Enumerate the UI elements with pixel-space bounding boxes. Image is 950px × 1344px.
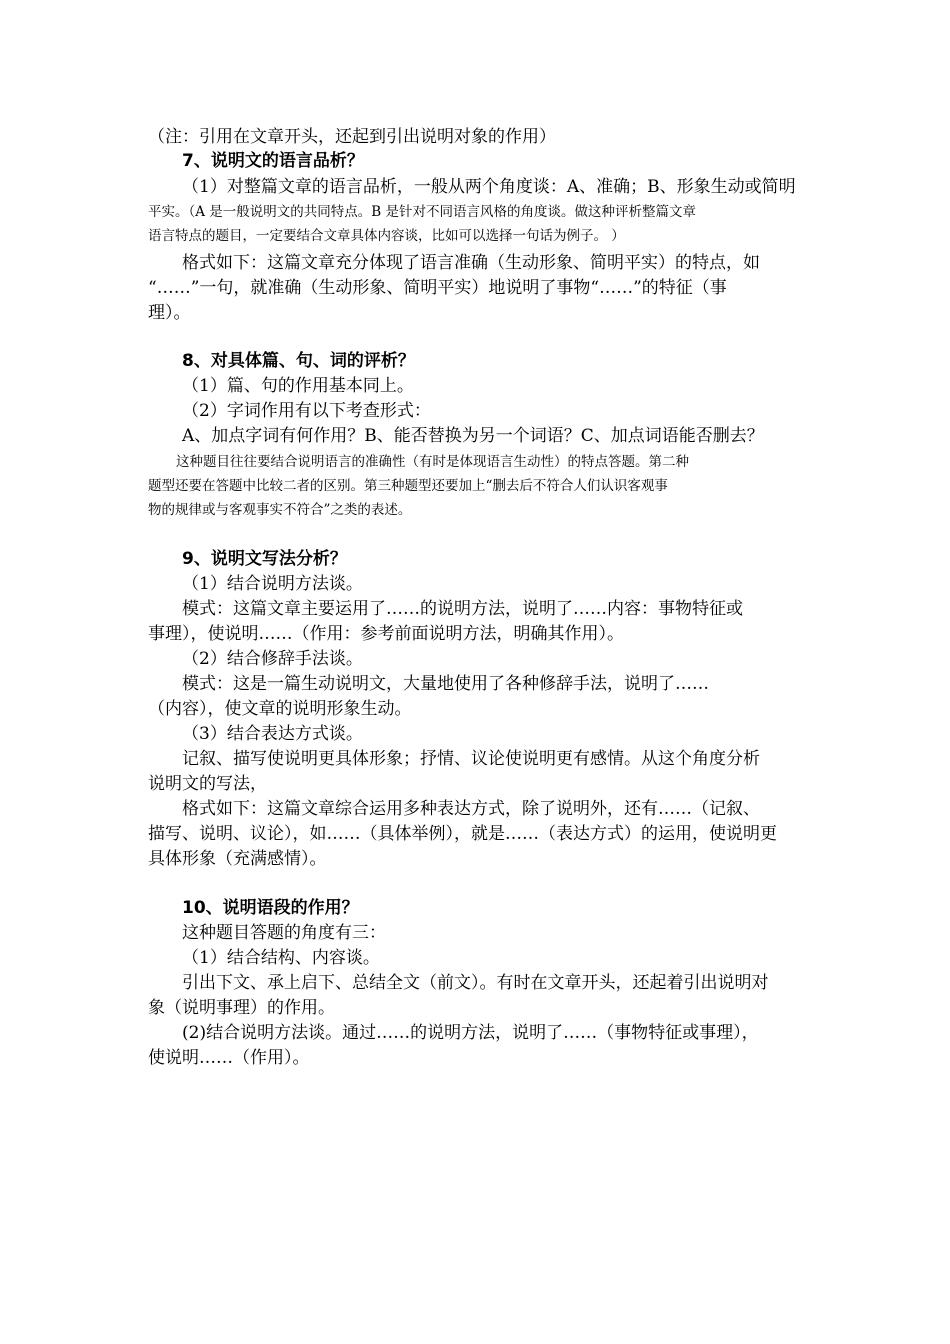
paragraph-line: （1）结合说明方法谈。 [182, 574, 363, 594]
paragraph-line: 这种题目往往要结合说明语言的准确性（有时是体现语言生动性）的特点答题。第二种 [176, 454, 689, 470]
paragraph-line: （2）结合修辞手法谈。 [182, 649, 363, 669]
heading-7: 7、说明文的语言品析？ [182, 151, 364, 171]
paragraph-line: 引出下文、承上启下、总结全文（前文）。有时在文章开头，还起着引出说明对 [182, 973, 769, 993]
heading-10: 10、说明语段的作用？ [182, 898, 359, 918]
paragraph-line: 题型还要在答题中比较二者的区别。第三种题型还要加上“删去后不符合人们认识客观事 [148, 478, 668, 494]
paragraph-line: （1）篇、句的作用基本同上。 [182, 376, 414, 396]
paragraph-line: 模式：这是一篇生动说明文，大量地使用了各种修辞手法，说明了…… [182, 674, 709, 694]
paragraph-line: 记叙、描写使说明更具体形象；抒情、议论使说明更有感情。从这个角度分析 [182, 749, 760, 769]
paragraph-line: 具体形象（充满感情）。 [148, 849, 327, 869]
paragraph-line: 象（说明事理）的作用。 [148, 998, 335, 1018]
paragraph-line: “……”一句，就准确（生动形象、简明平实）地说明了事物“……”的特征（事 [148, 278, 727, 298]
paragraph-line: (2)结合说明方法谈。通过……的说明方法，说明了……（事物特征或事理）， [182, 1023, 759, 1043]
paragraph-line: 描写、说明、议论），如……（具体举例），就是……（表达方式）的运用，使说明更 [148, 824, 777, 844]
paragraph-line: （内容），使文章的说明形象生动。 [148, 699, 412, 719]
paragraph-line: 平实。（A 是一般说明文的共同特点。B 是针对不同语言风格的角度谈。做这种评析整篇文章 [148, 204, 697, 220]
paragraph-line: 模式：这篇文章主要运用了……的说明方法，说明了……内容：事物特征或 [182, 599, 743, 619]
heading-9: 9、说明文写法分析？ [182, 549, 347, 569]
paragraph-line: 格式如下：这篇文章综合运用多种表达方式，除了说明外，还有……（记叙、 [182, 799, 760, 819]
paragraph-line: 格式如下：这篇文章充分体现了语言准确（生动形象、简明平实）的特点，如 [182, 253, 760, 273]
paragraph-line: （2）字词作用有以下考查形式： [182, 401, 431, 421]
paragraph-line: （1）结合结构、内容谈。 [182, 948, 380, 968]
paragraph-line: 事理），使说明……（作用：参考前面说明方法，明确其作用）。 [148, 624, 624, 644]
note-line: （注：引用在文章开头，还起到引出说明对象的作用） [148, 127, 556, 147]
paragraph-line: （1）对整篇文章的语言品析，一般从两个角度谈：A、准确；B、形象生动或简明 [182, 177, 796, 197]
paragraph-line: 使说明……（作用）。 [148, 1048, 310, 1068]
heading-8: 8、对具体篇、句、词的评析？ [182, 351, 415, 371]
paragraph-line: （3）结合表达方式谈。 [182, 724, 363, 744]
paragraph-line: 这种题目答题的角度有三： [182, 923, 386, 943]
paragraph-line: 理）。 [148, 303, 191, 323]
paragraph-line: 语言特点的题目，一定要结合文章具体内容谈，比如可以选择一句话为例子。 ） [148, 228, 625, 244]
paragraph-line: 说明文的写法， [148, 774, 267, 794]
paragraph-line: 物的规律或与客观事实不符合”之类的表述。 [148, 502, 412, 518]
paragraph-line: A、加点字词有何作用？B、能否替换为另一个词语？C、加点词语能否删去？ [182, 426, 764, 446]
